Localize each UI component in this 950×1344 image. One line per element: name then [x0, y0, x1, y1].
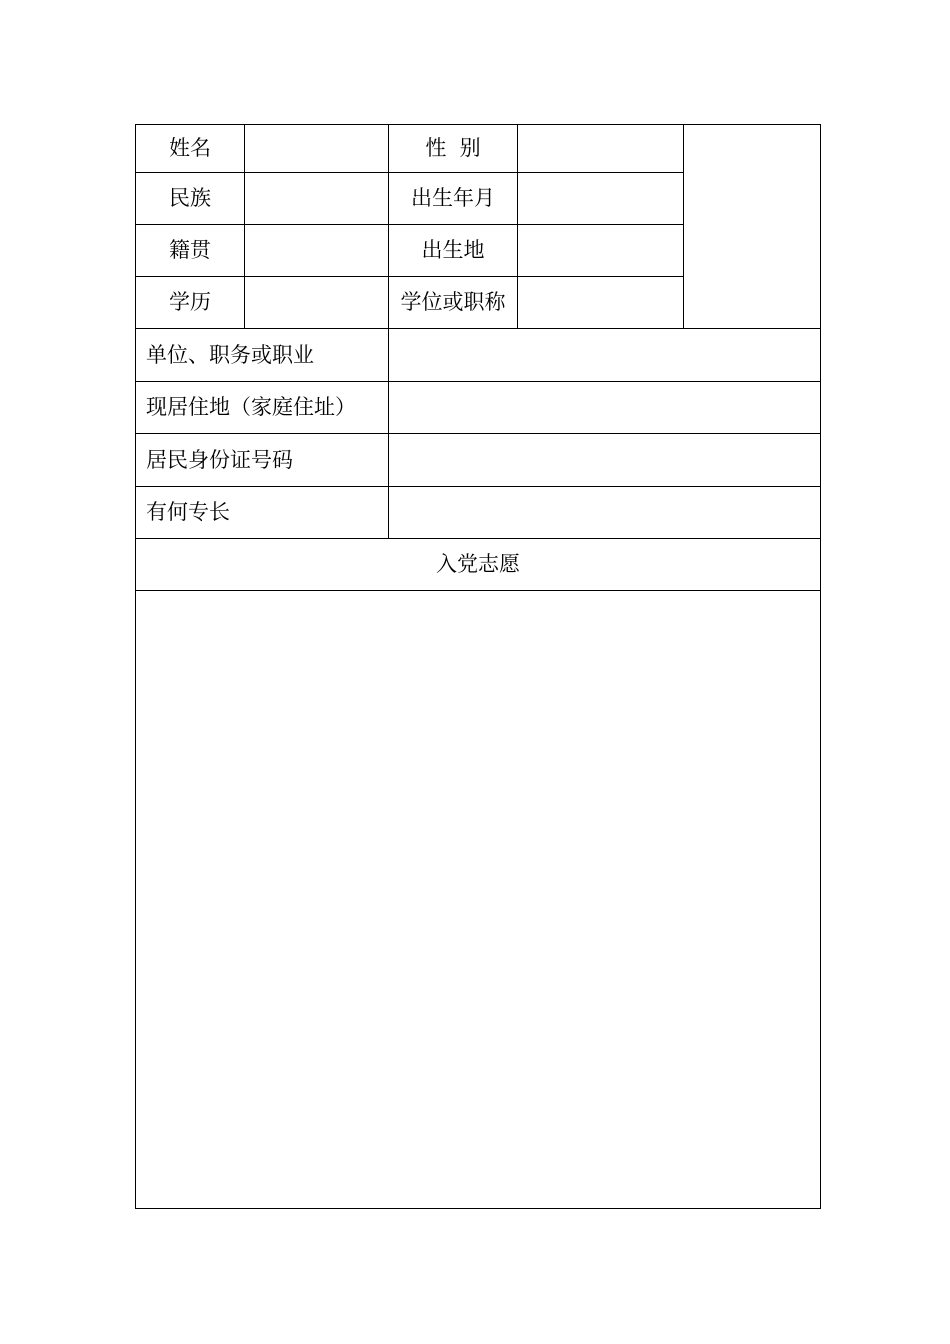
residence-field[interactable] — [389, 382, 821, 434]
birthplace-label: 出生地 — [389, 225, 518, 277]
workplace-label: 单位、职务或职业 — [136, 329, 389, 382]
name-label: 姓名 — [136, 125, 245, 173]
id-number-field[interactable] — [389, 434, 821, 487]
native-place-field[interactable] — [245, 225, 389, 277]
degree-title-label: 学位或职称 — [389, 277, 518, 329]
party-application-form — [135, 124, 821, 1209]
education-label: 学历 — [136, 277, 245, 329]
photo-box — [684, 125, 821, 329]
gender-field[interactable] — [518, 125, 684, 173]
residence-label: 现居住地（家庭住址） — [136, 382, 389, 434]
education-field[interactable] — [245, 277, 389, 329]
specialty-field[interactable] — [389, 487, 821, 539]
birth-date-label: 出生年月 — [389, 173, 518, 225]
birth-date-field[interactable] — [518, 173, 684, 225]
aspiration-text-area[interactable] — [136, 591, 821, 1209]
specialty-label: 有何专长 — [136, 487, 389, 539]
gender-label: 性 别 — [389, 125, 518, 173]
ethnicity-field[interactable] — [245, 173, 389, 225]
native-place-label: 籍贯 — [136, 225, 245, 277]
workplace-field[interactable] — [389, 329, 821, 382]
birthplace-field[interactable] — [518, 225, 684, 277]
id-number-label: 居民身份证号码 — [136, 434, 389, 487]
degree-title-field[interactable] — [518, 277, 684, 329]
ethnicity-label: 民族 — [136, 173, 245, 225]
name-field[interactable] — [245, 125, 389, 173]
aspiration-header: 入党志愿 — [136, 539, 821, 591]
